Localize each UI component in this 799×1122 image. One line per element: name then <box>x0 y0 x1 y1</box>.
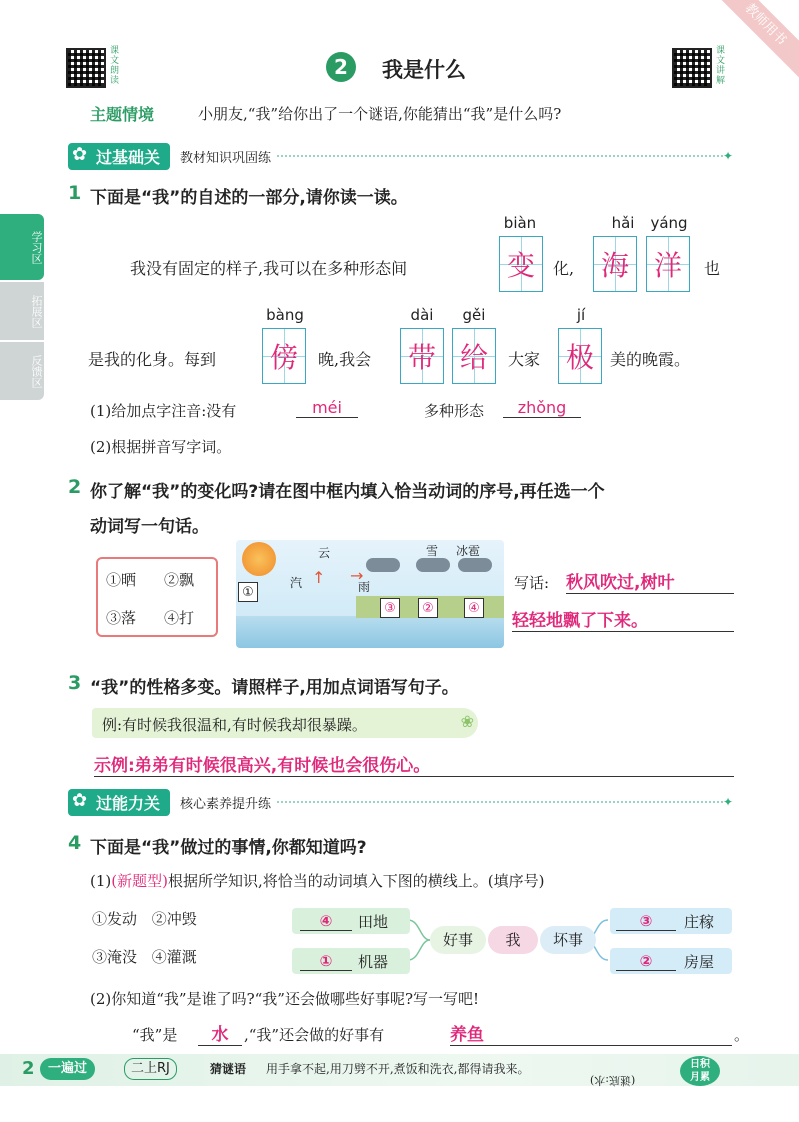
good-label-1: 田地 <box>358 912 389 931</box>
star-icon: ✿ <box>72 789 88 811</box>
q1-line2-d: 美的晚霞。 <box>610 350 691 369</box>
sparkle-icon: ✦ <box>722 149 733 163</box>
good-label-2: 机器 <box>358 952 389 971</box>
section-ability-subtitle: 核心素养提升练 <box>180 796 272 812</box>
grade-label: 二上RJ <box>124 1058 177 1080</box>
q1-sub2: (2)根据拼音写字词。 <box>90 438 232 456</box>
option-3: ③落 <box>106 609 137 627</box>
scene-box-4[interactable]: ④ <box>464 598 484 618</box>
answer-box-dai[interactable]: 带 <box>400 328 444 384</box>
bad-label-2: 房屋 <box>684 952 715 971</box>
riddle-label: 猜谜语 <box>210 1062 247 1076</box>
q3-number: 3 <box>68 672 82 694</box>
q1-line2-c: 大家 <box>508 350 541 369</box>
tab-extend[interactable] <box>0 282 44 340</box>
q1-sub1-mid: 多种形态 <box>424 402 485 420</box>
q4-answer-good-deed[interactable]: 养鱼 <box>450 1020 732 1046</box>
q4-answer-water[interactable]: 水 <box>198 1020 242 1046</box>
qr-code-right[interactable] <box>672 48 712 88</box>
water-cycle-illustration <box>236 540 504 648</box>
daily-badge <box>680 1056 720 1086</box>
q1-answer-zhong[interactable]: zhǒng <box>503 398 581 418</box>
daily-badge-line1: 日积 <box>690 1059 710 1070</box>
riddle-answer: (谜底:水) <box>590 1074 636 1087</box>
label-cloud: 云 <box>318 546 331 560</box>
sparkle-icon: ✦ <box>722 795 733 809</box>
lesson-number: 2 <box>326 52 356 82</box>
qr-code-left[interactable] <box>66 48 106 88</box>
q2-prompt-line1: 你了解“我”的变化吗?请在图中框内填入恰当动词的序号,再任选一个 <box>90 482 605 502</box>
answer-box-ji[interactable]: 极 <box>558 328 602 384</box>
q2-number: 2 <box>68 476 82 498</box>
bad-answer-1[interactable]: ③ <box>616 912 676 931</box>
answer-box-hai[interactable]: 海 <box>593 236 637 292</box>
right-arrow-icon: → <box>350 566 364 585</box>
new-type-tag: (新题型) <box>111 872 168 890</box>
section-ability-banner <box>68 790 733 814</box>
section-basic-subtitle: 教材知识巩固练 <box>180 150 272 166</box>
q3-prompt: “我”的性格多变。请照样子,用加点词语写句子。 <box>90 678 459 698</box>
label-hail: 冰雹 <box>456 544 481 558</box>
qr-left-label: 课文朗读 <box>110 46 120 86</box>
scene-box-1[interactable]: ① <box>238 582 258 602</box>
section-ability-title: 过能力关 <box>96 793 161 813</box>
page-number: 2 <box>22 1058 35 1079</box>
pinyin-bang: bàng <box>266 306 304 324</box>
hail-cloud-icon <box>458 558 492 572</box>
tab-extend-label: 拓展区 <box>30 294 43 328</box>
q2-prompt-line2: 动词写一句话。 <box>90 517 209 537</box>
q4-sub2-b: ,“我”还会做的好事有 <box>244 1026 385 1044</box>
q1-line1-c: 也 <box>704 259 721 278</box>
good-answer-1[interactable]: ④ <box>300 912 352 931</box>
node-me: 我 <box>488 926 538 954</box>
section-basic-banner <box>68 144 733 168</box>
q1-sub1-prefix: (1)给加点字注音:没有 <box>90 402 237 420</box>
q1-answer-mei[interactable]: méi <box>296 398 358 418</box>
write-answer-line2[interactable]: 轻轻地飘了下来。 <box>512 606 734 632</box>
option-2: ②飘 <box>164 571 195 589</box>
q4-sub2-a: “我”是 <box>132 1026 178 1044</box>
riddle-text: 用手拿不起,用刀劈不开,煮饭和洗衣,都得请我来。 <box>266 1062 530 1076</box>
scene-box-3[interactable]: ③ <box>380 598 400 618</box>
good-item-farmland <box>292 908 410 934</box>
bad-item-house <box>610 948 732 974</box>
rain-cloud-icon <box>366 558 400 572</box>
verb-options-box <box>96 557 218 637</box>
q4-number: 4 <box>68 832 82 854</box>
daily-badge-line2: 月累 <box>690 1072 710 1083</box>
q3-example-box <box>92 708 478 738</box>
divider <box>277 155 723 157</box>
sidebar <box>0 214 44 404</box>
star-icon: ✿ <box>72 143 88 165</box>
node-good-deeds: 好事 <box>430 926 486 954</box>
teacher-edition-ribbon: 教师用书 <box>695 12 799 38</box>
label-snow: 雪 <box>426 544 439 558</box>
pinyin-ji: jí <box>576 306 586 324</box>
bad-label-1: 庄稼 <box>684 912 715 931</box>
bad-item-crops <box>610 908 732 934</box>
scene-box-2[interactable]: ② <box>418 598 438 618</box>
tab-study-label: 学习区 <box>30 230 43 264</box>
theme-label: 主题情境 <box>90 105 155 124</box>
option-1: ①晒 <box>106 571 137 589</box>
q1-line1-b: 化, <box>553 259 575 278</box>
brand-logo: 一遍过 <box>40 1058 95 1080</box>
node-bad-deeds: 坏事 <box>540 926 596 954</box>
q1-line1-text: 我没有固定的样子,我可以在多种形态间 <box>130 259 408 278</box>
q4-sub1-prefix: (1) <box>90 872 112 890</box>
good-item-machine <box>292 948 410 974</box>
q4-sub1 <box>90 870 544 891</box>
section-basic-badge <box>68 143 170 170</box>
tab-feedback-label: 反馈区 <box>30 354 43 388</box>
answer-box-bang[interactable]: 傍 <box>262 328 306 384</box>
label-rain: 雨 <box>358 580 371 594</box>
section-basic-title: 过基础关 <box>96 147 161 167</box>
up-arrow-icon: ↑ <box>312 568 326 587</box>
answer-box-yang[interactable]: 洋 <box>646 236 690 292</box>
q3-answer[interactable]: 示例:弟弟有时候很高兴,有时候也会很伤心。 <box>94 751 734 777</box>
leaf-icon: ❀ <box>460 712 474 731</box>
q4-sub2: (2)你知道“我”是谁了吗?“我”还会做哪些好事呢?写一写吧! <box>90 990 480 1008</box>
bad-answer-2[interactable]: ② <box>616 952 676 971</box>
answer-box-gei[interactable]: 给 <box>452 328 496 384</box>
q1-number: 1 <box>68 182 82 204</box>
q4-options-row2: ③淹没 ④灌溉 <box>92 948 197 966</box>
qr-right-label: 课文讲解 <box>716 46 726 86</box>
pinyin-gei: gěi <box>462 306 486 324</box>
write-label: 写话: <box>514 574 550 592</box>
q1-line2-a: 是我的化身。每到 <box>88 350 217 369</box>
tab-study[interactable] <box>0 214 44 280</box>
q3-example: 例:有时候我很温和,有时候我却很暴躁。 <box>102 716 367 734</box>
write-answer-line1[interactable]: 秋风吹过,树叶 <box>566 568 734 594</box>
sea <box>236 616 504 648</box>
snow-cloud-icon <box>416 558 450 572</box>
divider <box>277 801 723 803</box>
q1-line1-a <box>130 256 407 279</box>
q4-prompt: 下面是“我”做过的事情,你都知道吗? <box>90 838 367 858</box>
sun-icon <box>242 542 276 576</box>
section-ability-badge <box>68 789 170 816</box>
label-vapor: 汽 <box>290 576 303 590</box>
pinyin-dai: dài <box>410 306 434 324</box>
pinyin-yang: yáng <box>650 214 688 232</box>
answer-box-bian[interactable]: 变 <box>499 236 543 292</box>
pinyin-bian: biàn <box>503 214 537 232</box>
q4-sub2-end: 。 <box>734 1026 750 1044</box>
q4-options-row1: ①发动 ②冲毁 <box>92 910 197 928</box>
theme-text: 小朋友,“我”给你出了一个谜语,你能猜出“我”是什么吗? <box>198 105 562 123</box>
q4-sub1-text: 根据所学知识,将恰当的动词填入下图的横线上。(填序号) <box>167 872 545 890</box>
lesson-title: 我是什么 <box>382 58 466 82</box>
tab-feedback[interactable] <box>0 342 44 400</box>
q1-line2-b: 晚,我会 <box>318 350 372 369</box>
pinyin-hai: hǎi <box>611 214 635 232</box>
option-4: ④打 <box>164 609 195 627</box>
good-answer-2[interactable]: ① <box>300 952 352 971</box>
q1-prompt: 下面是“我”的自述的一部分,请你读一读。 <box>90 188 408 208</box>
